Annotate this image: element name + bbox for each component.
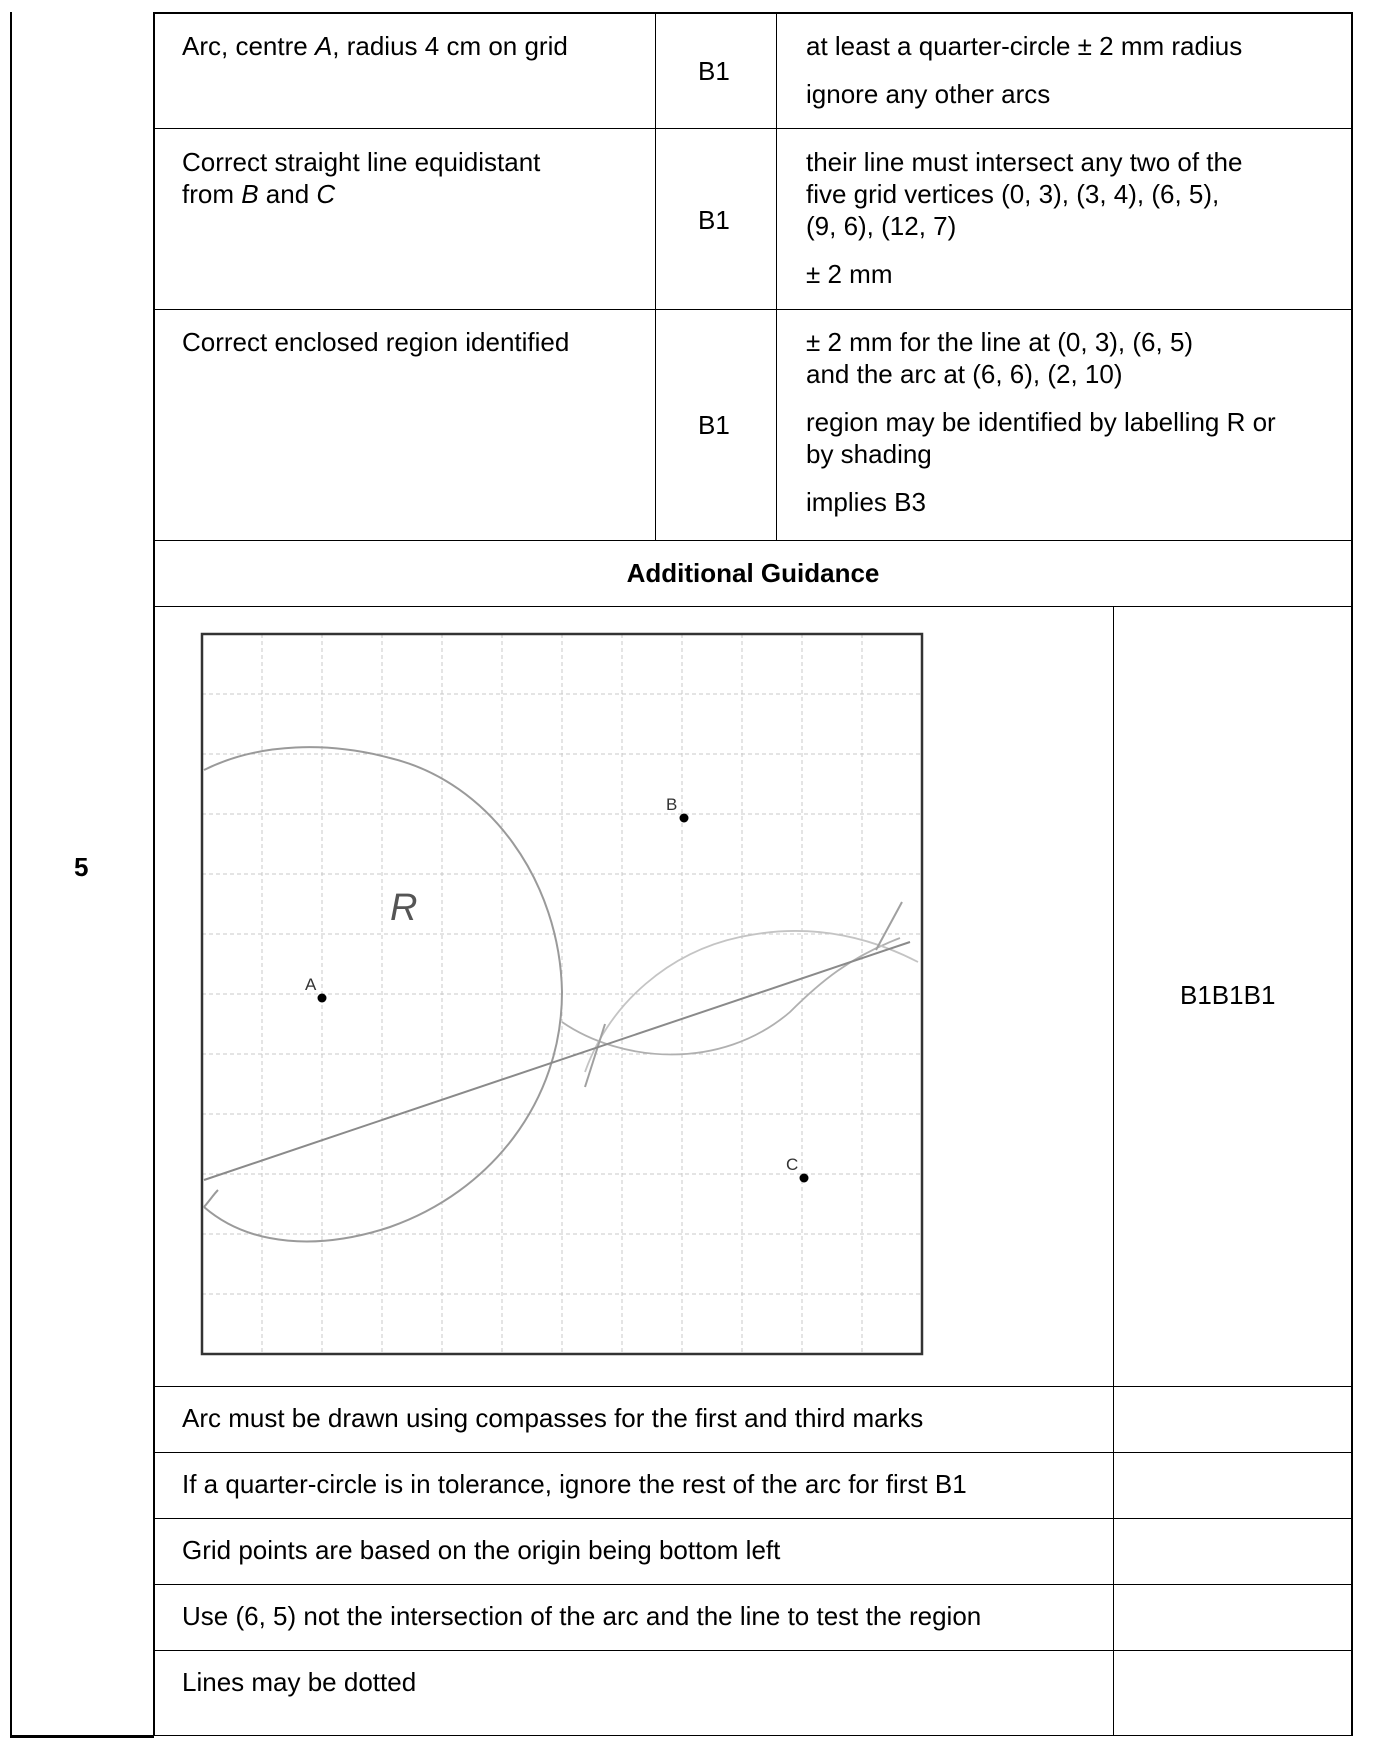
note-divider-1 [153,1386,1353,1387]
row3-comment-block3: implies B3 [806,487,926,517]
construction-arc-left [585,1024,605,1087]
note-divider-2 [153,1452,1353,1453]
col-divider-mark-left [655,12,656,541]
row1-comment-1: at least a quarter-circle ± 2 mm radius [806,31,1243,61]
point-a-inline: A [314,31,333,61]
note-divider-5 [153,1650,1353,1651]
point-b [680,814,689,823]
row2-answer [182,146,642,210]
frame-qcol-right [153,12,155,1736]
note-4: Use (6, 5) not the intersection of the arc and the line to test the region [182,1601,982,1631]
row1-answer [182,30,642,62]
point-c-fig-label: C [786,1155,799,1174]
row-divider-1 [153,128,1353,129]
frame-bottom [153,1735,1353,1736]
guidance-heading: Additional Guidance [626,558,880,588]
row2-comment-block1: their line must intersect any two of the five grid vertices (0, 3), (3, 4), (6, 5), (9, 6), (12, 7) [806,147,1243,241]
note-1: Arc must be drawn using compasses for the first and third marks [182,1403,924,1433]
guidance-figure [200,632,926,1358]
row2-mark: B1 [698,205,730,235]
point-a-label: A [305,975,317,994]
figure-mark: B1B1B1 [1180,980,1276,1010]
col-divider-mark-right [776,12,777,541]
frame-right [1351,12,1353,1736]
row3-answer: Correct enclosed region identified [182,327,570,357]
point-c-label: C [316,179,336,209]
row3-comment-block2: region may be identified by labelling R or by shading [806,407,1276,469]
row2-answer-line2: from B and C [182,179,336,209]
row-divider-4 [153,606,1353,607]
row1-comment-2: ignore any other arcs [806,79,1051,109]
row1-comments [806,30,1346,126]
compass-arc [204,747,562,1241]
note-3: Grid points are based on the origin being bottom left [182,1535,781,1565]
row3-mark: B1 [698,410,730,440]
row-divider-2 [153,309,1353,310]
point-b-fig-label: B [666,795,678,814]
region-label: R [390,887,418,929]
point-c [800,1174,809,1183]
row1-mark: B1 [698,56,730,86]
frame-top [153,12,1353,14]
row2-comment-block2: ± 2 mm [806,259,893,289]
row1-answer-text: Arc, centre A, radius 4 cm on grid [182,31,568,61]
frame-left [10,12,12,1736]
question-number: 5 [74,852,89,882]
arc-tail [204,1190,218,1207]
row3-comment-block1: ± 2 mm for the line at (0, 3), (6, 5) and the arc at (6, 6), (2, 10) [806,327,1194,389]
frame-bottom-qcol [10,1735,154,1738]
guidance-col-divider [1113,606,1114,1736]
row2-comments [806,146,1346,306]
note-divider-3 [153,1518,1353,1519]
point-a [318,994,327,1003]
row2-answer-line1: Correct straight line equidistant [182,147,541,177]
note-divider-4 [153,1584,1353,1585]
note-5: Lines may be dotted [182,1667,417,1697]
point-b-label: B [241,179,259,209]
row-divider-3 [153,540,1353,541]
construction-arc-lower [562,938,900,1055]
note-2: If a quarter-circle is in tolerance, ignore the rest of the arc for first B1 [182,1469,967,1499]
row3-comments [806,326,1346,534]
